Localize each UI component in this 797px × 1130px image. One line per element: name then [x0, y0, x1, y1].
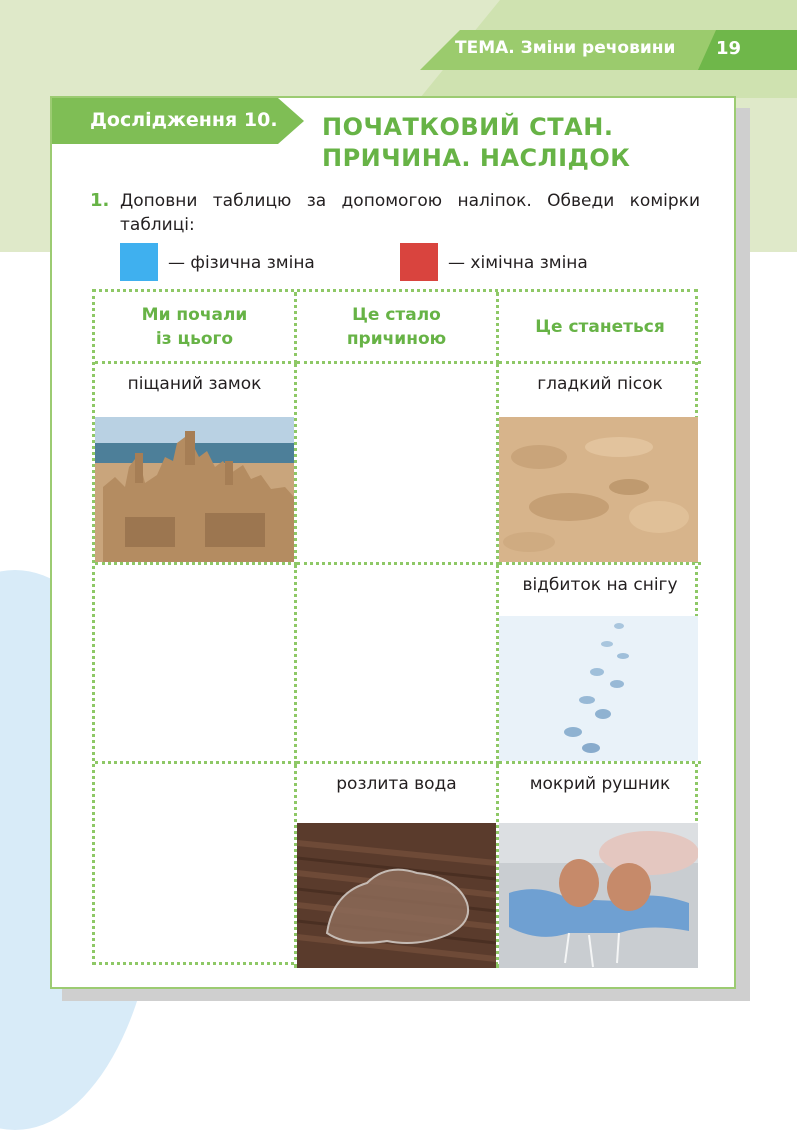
cause-effect-table [92, 289, 698, 965]
snow-footprints-image [499, 616, 698, 761]
header-cell-start: Ми почали із цього [95, 292, 297, 364]
table-cell-r1-c2[interactable] [297, 364, 499, 565]
table-cell-r3-c3[interactable] [499, 764, 701, 968]
legend-physical-swatch [120, 243, 158, 281]
table-cell-r1-c3[interactable] [499, 364, 701, 565]
sand-castle-image [95, 417, 294, 562]
study-label: Дослідження 10. [90, 109, 278, 131]
table-cell-r2-c3[interactable] [499, 565, 701, 764]
table-cell-r2-c1[interactable] [95, 565, 297, 764]
legend-chemical-swatch [400, 243, 438, 281]
legend-chemical-label: — хімічна зміна [448, 253, 588, 273]
header-cell-cause: Це стало причиною [297, 292, 499, 364]
wet-towel-image [499, 823, 698, 968]
cell-caption: відбиток на снігу [522, 575, 678, 595]
cell-caption: мокрий рушник [529, 774, 671, 794]
page-number: 19 [716, 38, 742, 59]
table-cell-r3-c2[interactable] [297, 764, 499, 968]
table-cell-r2-c2[interactable] [297, 565, 499, 764]
task-instructions: Доповни таблицю за допомогою наліпок. Обведи комірки таблиці: [120, 191, 700, 235]
table-cell-r1-c1[interactable] [95, 364, 297, 565]
cell-caption: розлита вода [336, 774, 457, 794]
table-cell-r3-c1[interactable] [95, 764, 297, 968]
study-title: ПОЧАТКОВИЙ СТАН. ПРИЧИНА. НАСЛІДОК [322, 113, 631, 172]
spilled-water-image [297, 823, 496, 968]
task-number: 1. [90, 190, 110, 211]
smooth-sand-image [499, 417, 698, 562]
cell-caption: гладкий пісок [537, 374, 663, 394]
topic-title: ТЕМА. Зміни речовини [455, 38, 676, 58]
legend-physical-label: — фізична зміна [168, 253, 315, 273]
header-cell-effect: Це станеться [499, 292, 701, 364]
cell-caption: піщаний замок [127, 374, 262, 394]
